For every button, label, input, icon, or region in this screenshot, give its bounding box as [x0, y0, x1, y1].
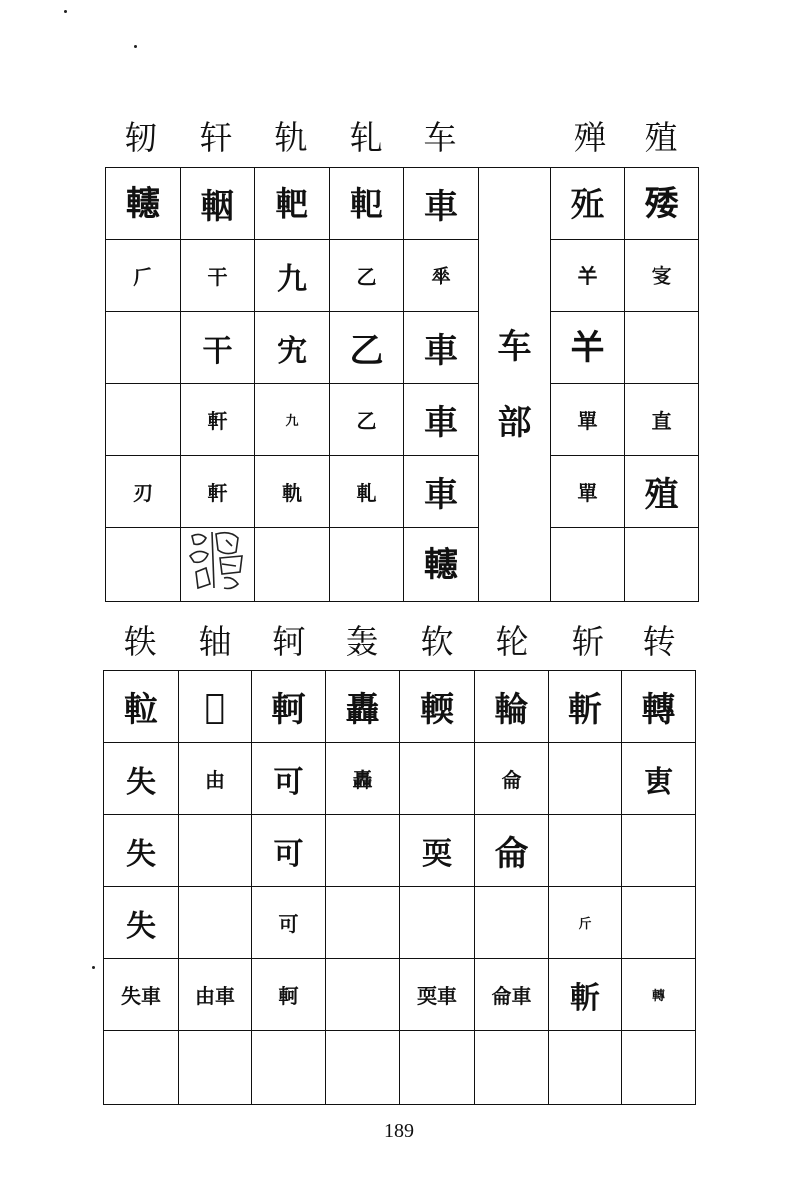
glyph-cell: 轉	[622, 671, 696, 743]
glyph-cell: 𣨙	[625, 168, 699, 240]
glyph-cell: 𠂆	[106, 240, 181, 312]
glyph-cell: 輭	[400, 671, 475, 743]
glyph-cell: 𨊹	[255, 168, 330, 240]
glyph-cell: 殖	[625, 456, 699, 528]
glyph-cell: 𨏥	[106, 168, 181, 240]
bottom-header-1: 轶	[123, 622, 157, 661]
glyph-cell: 耎車	[400, 959, 475, 1031]
glyph-cell: 𨏥	[404, 528, 479, 602]
glyph-cell: 可	[252, 815, 326, 887]
glyph-cell	[104, 1031, 179, 1105]
glyph-cell: 𨋳	[181, 168, 255, 240]
glyph-cell: 軻	[252, 959, 326, 1031]
top-header-8: 殖	[644, 118, 678, 157]
glyph-cell	[106, 312, 181, 384]
glyph-cell	[179, 887, 252, 959]
page-number: 189	[384, 1120, 414, 1142]
glyph-cell: 車	[404, 384, 479, 456]
bottom-header-5: 软	[420, 622, 454, 661]
glyph-cell: 軋	[330, 456, 404, 528]
glyph-cell: 失	[104, 743, 179, 815]
glyph-cell: 軌	[255, 456, 330, 528]
glyph-cell	[625, 312, 699, 384]
glyph-cell	[475, 1031, 549, 1105]
top-glyph-table	[105, 167, 699, 602]
glyph-cell	[179, 1031, 252, 1105]
glyph-cell: 單	[551, 384, 625, 456]
bottom-header-7: 斩	[571, 622, 605, 661]
glyph-cell	[400, 1031, 475, 1105]
glyph-cell: 宄	[255, 312, 330, 384]
glyph-cell: 𢆉	[551, 240, 625, 312]
glyph-cell: 斬	[549, 671, 622, 743]
top-header-7: 殚	[573, 118, 607, 157]
glyph-cell: 乙	[330, 384, 404, 456]
glyph-cell	[551, 528, 625, 602]
seal-glyph-cell	[181, 528, 255, 602]
glyph-cell	[400, 743, 475, 815]
glyph-cell	[326, 1031, 400, 1105]
glyph-cell	[622, 815, 696, 887]
scan-speck	[64, 10, 67, 13]
glyph-cell	[625, 528, 699, 602]
glyph-cell: 直	[625, 384, 699, 456]
glyph-cell	[549, 815, 622, 887]
glyph-cell	[326, 887, 400, 959]
top-header-2: 轩	[199, 118, 233, 157]
glyph-cell: 由車	[179, 959, 252, 1031]
bottom-header-6: 轮	[495, 622, 529, 661]
scan-speck	[92, 966, 95, 969]
glyph-cell: 𢆉	[551, 312, 625, 384]
glyph-cell	[549, 1031, 622, 1105]
glyph-cell	[252, 1031, 326, 1105]
glyph-cell: 轉	[622, 959, 696, 1031]
glyph-cell: 侖	[475, 743, 549, 815]
glyph-cell: 失車	[104, 959, 179, 1031]
glyph-cell: 𨋹	[179, 671, 252, 743]
glyph-cell: 軒	[181, 456, 255, 528]
glyph-cell: 刃	[106, 456, 181, 528]
glyph-cell: 失	[104, 887, 179, 959]
glyph-cell: 干	[181, 312, 255, 384]
glyph-cell: 斬	[549, 959, 622, 1031]
glyph-cell	[622, 887, 696, 959]
glyph-cell: 九	[255, 240, 330, 312]
glyph-cell: 可	[252, 887, 326, 959]
glyph-cell: 乙	[330, 240, 404, 312]
glyph-cell: 轟	[326, 671, 400, 743]
glyph-cell: 軻	[252, 671, 326, 743]
top-header-1: 轫	[124, 118, 158, 157]
glyph-cell: 侖	[475, 815, 549, 887]
glyph-cell	[255, 528, 330, 602]
glyph-cell: 𠦬	[404, 240, 479, 312]
top-header-5: 车	[423, 118, 457, 157]
glyph-cell	[106, 384, 181, 456]
glyph-cell: 轟	[326, 743, 400, 815]
top-header-3: 轨	[274, 118, 308, 157]
glyph-cell: 失	[104, 815, 179, 887]
glyph-cell: 𣧭	[551, 168, 625, 240]
radical-char-1: 车	[497, 326, 532, 367]
glyph-cell: 侖車	[475, 959, 549, 1031]
bottom-header-8: 转	[642, 622, 676, 661]
glyph-cell: 單	[551, 456, 625, 528]
scan-speck	[134, 45, 137, 48]
glyph-cell: 干	[181, 240, 255, 312]
glyph-cell	[400, 887, 475, 959]
radical-char-2: 部	[497, 402, 532, 443]
glyph-cell	[326, 959, 400, 1031]
glyph-cell	[330, 528, 404, 602]
glyph-cell: 輪	[475, 671, 549, 743]
glyph-cell: 軒	[181, 384, 255, 456]
glyph-cell: 九	[255, 384, 330, 456]
bottom-header-3: 轲	[272, 622, 306, 661]
glyph-cell: 斤	[549, 887, 622, 959]
glyph-cell	[106, 528, 181, 602]
top-header-4: 轧	[349, 118, 383, 157]
glyph-cell: 車	[404, 456, 479, 528]
bottom-header-4: 轰	[345, 622, 379, 661]
glyph-cell: 可	[252, 743, 326, 815]
glyph-cell	[326, 815, 400, 887]
glyph-cell	[622, 1031, 696, 1105]
glyph-cell: 車	[404, 168, 479, 240]
glyph-cell: 𨋢	[104, 671, 179, 743]
glyph-cell	[475, 887, 549, 959]
radical-column	[479, 168, 551, 602]
glyph-cell	[179, 815, 252, 887]
bottom-header-2: 轴	[198, 622, 232, 661]
glyph-cell: 𨊠	[330, 168, 404, 240]
seal-script-glyph	[186, 528, 250, 592]
bottom-glyph-table	[103, 670, 696, 1105]
glyph-cell: 由	[179, 743, 252, 815]
glyph-cell: 耎	[400, 815, 475, 887]
glyph-cell: 叀	[622, 743, 696, 815]
glyph-cell: 車	[404, 312, 479, 384]
glyph-cell: 乙	[330, 312, 404, 384]
glyph-cell	[549, 743, 622, 815]
glyph-cell: 𡧕	[625, 240, 699, 312]
